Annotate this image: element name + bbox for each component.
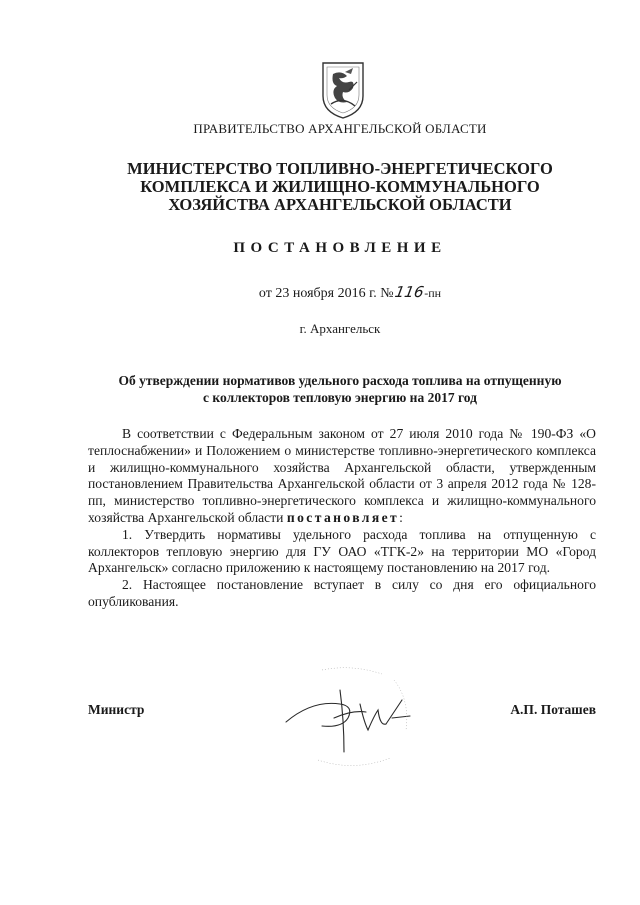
preamble-text: В соответствии с Федеральным законом от 27 июля 2010 года № 190-ФЗ «О теплоснабжении» и Положением о министерстве топливно-энергетического комплекса и жилищно-коммунального хозяйства Архангельской области, утвержденным постановлением Правительства Архангельской области от 3 апреля 2012 года № 128-пп, министерство топливно-энергетического комплекса и жилищно-коммунального хозяйства Архангельской области xyxy=(88,426,596,525)
item-2: 2. Настоящее постановление вступает в силу со дня его официального опубликования. xyxy=(88,577,596,609)
signer-name: А.П. Поташев xyxy=(510,702,596,717)
date-and-number xyxy=(0,283,640,302)
ministry-name-line: ХОЗЯЙСТВА АРХАНГЕЛЬСКОЙ ОБЛАСТИ xyxy=(168,195,512,214)
title-line: Об утверждении нормативов удельного расхода топлива на отпущенную xyxy=(118,373,562,388)
decree-word: постановляет xyxy=(286,509,400,525)
item-1: 1. Утвердить нормативы удельного расхода топлива на отпущенную с коллекторов тепловую энергию для ГУ ОАО «ТГК-2» на территории МО «Город Архангельск» согласно приложению к настоящему постановлению на 2017 год. xyxy=(88,526,596,576)
title-line: с коллекторов тепловую энергию на 2017 год xyxy=(203,390,477,405)
document-type: ПОСТАНОВЛЕНИЕ xyxy=(233,240,447,256)
handwritten-signature-icon xyxy=(282,660,432,780)
government-name: ПРАВИТЕЛЬСТВО АРХАНГЕЛЬСКОЙ ОБЛАСТИ xyxy=(193,121,487,136)
date-prefix: от 23 ноября 2016 г. № xyxy=(258,286,394,301)
ministry-name-line: КОМПЛЕКСА И ЖИЛИЩНО-КОММУНАЛЬНОГО xyxy=(140,177,540,196)
decree-colon: : xyxy=(399,509,403,525)
coat-of-arms-icon xyxy=(319,60,367,120)
number-suffix: -пн xyxy=(424,286,442,300)
city: г. Архангельск xyxy=(299,321,381,336)
preamble-paragraph xyxy=(88,426,596,527)
document-title xyxy=(0,372,640,406)
ministry-name xyxy=(0,160,640,214)
signer-position: Министр xyxy=(88,702,145,717)
document-number: 116 xyxy=(393,283,425,301)
document-body xyxy=(88,426,596,611)
ministry-name-line: МИНИСТЕРСТВО ТОПЛИВНО-ЭНЕРГЕТИЧЕСКОГО xyxy=(127,159,553,178)
